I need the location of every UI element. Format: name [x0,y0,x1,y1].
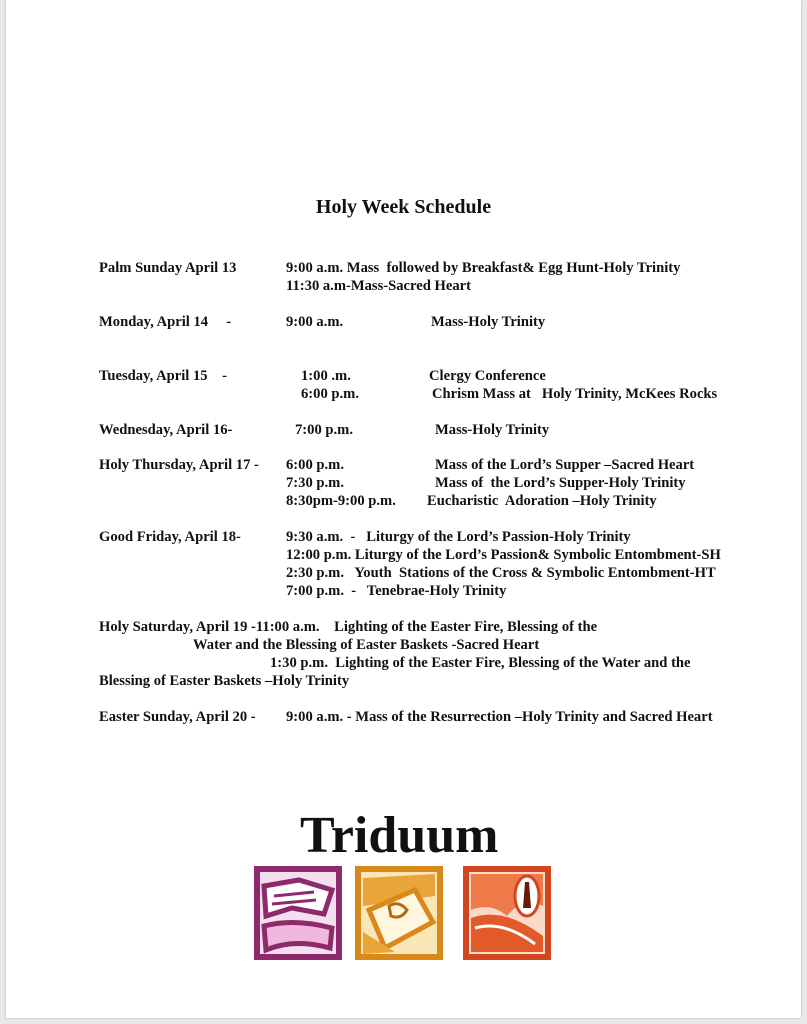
holy-thursday-event2: Mass of the Lord’s Supper-Holy Trinity [435,475,686,491]
easter-sunday-line1: 9:00 a.m. - Mass of the Resurrection –Holy Trinity and Sacred Heart [286,709,713,725]
easter-vigil-panel [463,866,551,960]
holy-saturday-line3: 1:30 p.m. Lighting of the Easter Fire, Blessing of the Water and the [270,655,691,671]
monday-label: Monday, April 14 - [99,314,232,330]
book-chalice-icon [254,866,342,960]
good-friday-label: Good Friday, April 18- [99,529,241,545]
hand-nail-icon [355,866,443,960]
tuesday-event2: Chrism Mass at Holy Trinity, McKees Rocks [432,386,718,402]
good-friday-line4: 7:00 p.m. - Tenebrae-Holy Trinity [286,583,507,599]
holy-thursday-time3: 8:30pm-9:00 p.m. [286,493,396,509]
palm-sunday-line1: 9:00 a.m. Mass followed by Breakfast& Egg Hunt-Holy Trinity [286,260,681,276]
good-friday-panel [355,866,443,960]
rising-figure-icon [463,866,551,960]
good-friday-line1: 9:30 a.m. - Liturgy of the Lord’s Passion-Holy Trinity [286,529,631,545]
holy-saturday-line1: Holy Saturday, April 19 -11:00 a.m. Lighting of the Easter Fire, Blessing of the [99,619,598,635]
holy-saturday-line4: Blessing of Easter Baskets –Holy Trinity [99,673,350,689]
wednesday-time: 7:00 p.m. [295,422,353,438]
monday-event: Mass-Holy Trinity [431,314,546,330]
wednesday-event: Mass-Holy Trinity [435,422,550,438]
tuesday-time2: 6:00 p.m. [301,386,359,402]
holy-thursday-event3: Eucharistic Adoration –Holy Trinity [427,493,657,509]
holy-thursday-label: Holy Thursday, April 17 - [99,457,259,473]
tuesday-time1: 1:00 .m. [301,368,351,384]
palm-sunday-label: Palm Sunday April 13 [99,260,237,276]
holy-saturday-line2: Water and the Blessing of Easter Baskets -Sacred Heart [193,637,540,653]
wednesday-label: Wednesday, April 16- [99,422,233,438]
holy-thursday-time1: 6:00 p.m. [286,457,344,473]
easter-sunday-label: Easter Sunday, April 20 - [99,709,256,725]
holy-thursday-panel [254,866,342,960]
tuesday-event1: Clergy Conference [429,368,546,384]
holy-thursday-time2: 7:30 p.m. [286,475,344,491]
good-friday-line2: 12:00 p.m. Liturgy of the Lord’s Passion& Symbolic Entombment-SH [286,547,721,563]
tuesday-label: Tuesday, April 15 - [99,368,228,384]
monday-time: 9:00 a.m. [286,314,344,330]
good-friday-line3: 2:30 p.m. Youth Stations of the Cross & Symbolic Entombment-HT [286,565,716,581]
page-title: Holy Week Schedule [315,196,492,218]
palm-sunday-line2: 11:30 a.m-Mass-Sacred Heart [286,278,471,294]
holy-thursday-event1: Mass of the Lord’s Supper –Sacred Heart [435,457,695,473]
triduum-logo-word: Triduum [300,807,499,864]
